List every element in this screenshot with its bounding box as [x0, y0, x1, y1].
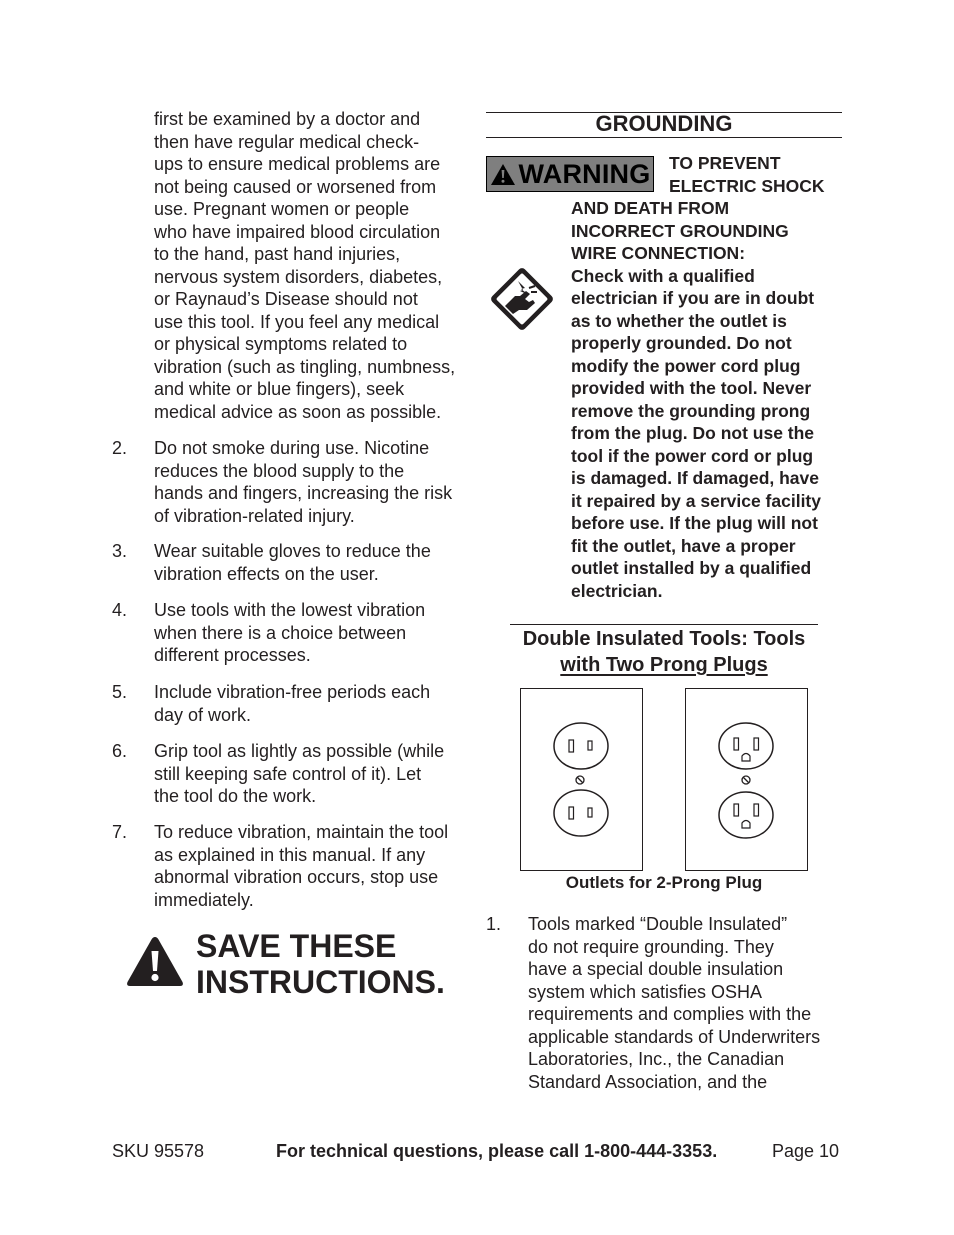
warning-triangle-icon — [490, 163, 516, 186]
text-line: as to whether the outlet is — [571, 310, 787, 331]
text-line: modify the power cord plug — [571, 355, 801, 376]
text-line: immediately. — [154, 889, 254, 910]
text-line: Check with a qualified — [571, 265, 755, 286]
list-item — [154, 599, 425, 667]
text-line: Wear suitable gloves to reduce the — [154, 541, 431, 561]
text-line: Include vibration-free periods each — [154, 682, 431, 702]
text-line: the tool do the work. — [154, 786, 317, 806]
list-number: 7. — [112, 822, 128, 842]
warning-badge — [486, 156, 654, 192]
text-line: AND DEATH FROM — [571, 198, 730, 218]
text-line: Laboratories, Inc., the Canadian — [528, 1049, 785, 1069]
text-line: from the plug. Do not use the — [571, 423, 815, 443]
text-line: and white or blue fingers), seek — [154, 379, 405, 399]
text-line: or Raynaud’s Disease should not — [154, 289, 418, 309]
text-line: then have regular medical check- — [154, 131, 420, 152]
text-line: fit the outlet, have a proper — [571, 535, 796, 556]
text-line: medical advice as soon as possible. — [154, 401, 442, 422]
text-line: vibration (such as tingling, numbness, — [154, 356, 456, 377]
warning-intro — [669, 152, 825, 197]
heading-line-1: Double Insulated Tools: Tools — [522, 628, 806, 650]
text-line: electrician. — [571, 580, 663, 601]
list-number: 6. — [112, 741, 128, 761]
text-line: is damaged. If damaged, have — [571, 468, 819, 488]
text-line: TO PREVENT — [669, 153, 781, 173]
text-line: when there is a choice between — [154, 622, 407, 643]
text-line: To reduce vibration, maintain the tool — [154, 822, 449, 842]
text-line: provided with the tool. Never — [571, 378, 812, 398]
text-line: day of work. — [154, 704, 252, 725]
list-item — [528, 913, 820, 1093]
text-line: WIRE CONNECTION: — [571, 243, 746, 263]
text-line: not being caused or worsened from — [154, 176, 437, 197]
text-line: electrician if you are in doubt — [571, 288, 815, 308]
footer-sku: SKU 95578 — [112, 1141, 205, 1161]
list-item — [154, 740, 444, 808]
text-line: use. Pregnant women or people — [154, 199, 410, 219]
text-line: abnormal vibration occurs, stop use — [154, 867, 439, 887]
heading-line-2: with Two Prong Plugs — [560, 654, 768, 676]
warning-label: WARNING — [518, 158, 651, 189]
footer-page-number: Page 10 — [772, 1141, 840, 1161]
text-line: requirements and complies with the — [528, 1004, 812, 1024]
text-line: or physical symptoms related to — [154, 334, 408, 354]
list-number: 1. — [486, 914, 502, 934]
warning-triangle-icon — [125, 934, 185, 993]
text-line: who have impaired blood circulation — [154, 221, 441, 242]
text-line: reduces the blood supply to the — [154, 460, 405, 481]
heading-rule-bottom — [486, 137, 842, 138]
text-line: to the hand, past hand injuries, — [154, 244, 401, 264]
text-line: Standard Association, and the — [528, 1071, 768, 1092]
text-line: before use. If the plug will not — [571, 513, 818, 533]
text-line: Grip tool as lightly as possible (while — [154, 741, 445, 761]
section-heading: GROUNDING — [595, 111, 733, 136]
outlet-plate-right — [685, 688, 808, 871]
figure-caption: Outlets for 2-Prong Plug — [565, 873, 763, 892]
text-line: applicable standards of Underwriters — [528, 1026, 821, 1047]
double-insulated-heading — [486, 626, 842, 678]
continuation-paragraph — [154, 108, 455, 423]
text-line: properly grounded. Do not — [571, 333, 792, 353]
save-line-2: INSTRUCTIONS. — [196, 964, 445, 1000]
save-instructions-heading — [196, 928, 445, 1000]
outlet-plate-left — [520, 688, 643, 871]
list-item — [154, 540, 431, 585]
text-line: as explained in this manual. If any — [154, 844, 426, 865]
list-item — [154, 437, 452, 527]
text-line: vibration effects on the user. — [154, 563, 379, 584]
text-line: different processes. — [154, 645, 311, 665]
list-number: 3. — [112, 541, 128, 561]
text-line: ups to ensure medical problems are — [154, 154, 441, 174]
text-line: have a special double insulation — [528, 959, 784, 979]
text-line: ELECTRIC SHOCK — [669, 175, 825, 196]
subheading-rule — [510, 624, 818, 625]
list-number: 4. — [112, 600, 128, 620]
text-line: Tools marked “Double Insulated” — [528, 914, 788, 934]
warning-body — [571, 197, 821, 602]
list-item — [154, 821, 448, 911]
save-line-1: SAVE THESE — [196, 928, 397, 964]
text-line: system which satisfies OSHA — [528, 981, 763, 1002]
text-line: use this tool. If you feel any medical — [154, 311, 440, 332]
electric-shock-hand-icon — [485, 262, 559, 341]
text-line: Use tools with the lowest vibration — [154, 600, 426, 620]
text-line: of vibration-related injury. — [154, 505, 355, 526]
footer-support-phone: For technical questions, please call 1-800-444-3353. — [276, 1141, 718, 1161]
text-line: tool if the power cord or plug — [571, 445, 814, 466]
text-line: remove the grounding prong — [571, 400, 811, 421]
list-number: 2. — [112, 438, 128, 458]
text-line: Do not smoke during use. Nicotine — [154, 438, 430, 458]
list-item — [154, 681, 430, 726]
text-line: INCORRECT GROUNDING — [571, 220, 789, 241]
text-line: outlet installed by a qualified — [571, 558, 812, 578]
list-number: 5. — [112, 682, 128, 702]
text-line: first be examined by a doctor and — [154, 109, 421, 129]
text-line: still keeping safe control of it). Let — [154, 763, 422, 784]
text-line: it repaired by a service facility — [571, 490, 821, 511]
text-line: hands and fingers, increasing the risk — [154, 483, 453, 503]
text-line: do not require grounding. They — [528, 936, 774, 957]
text-line: nervous system disorders, diabetes, — [154, 266, 443, 287]
